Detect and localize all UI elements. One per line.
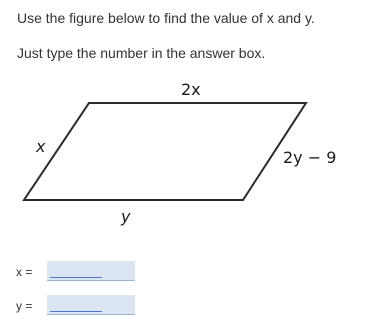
y-answer-input[interactable] bbox=[47, 295, 135, 315]
left-side-label: x bbox=[36, 137, 46, 156]
instruction-line-2: Just type the number in the answer box. bbox=[17, 45, 266, 61]
instruction-line-1: Use the figure below to find the value of x and y. bbox=[17, 10, 315, 26]
top-side-label: 2x bbox=[181, 80, 201, 99]
y-answer-label: y = bbox=[16, 299, 33, 313]
parallelogram-shape bbox=[24, 103, 306, 200]
parallelogram-figure bbox=[0, 72, 374, 232]
bottom-side-label: y bbox=[121, 207, 131, 226]
x-answer-label: x = bbox=[16, 265, 33, 279]
right-side-label: 2y − 9 bbox=[283, 148, 337, 167]
x-answer-input[interactable] bbox=[47, 261, 135, 281]
